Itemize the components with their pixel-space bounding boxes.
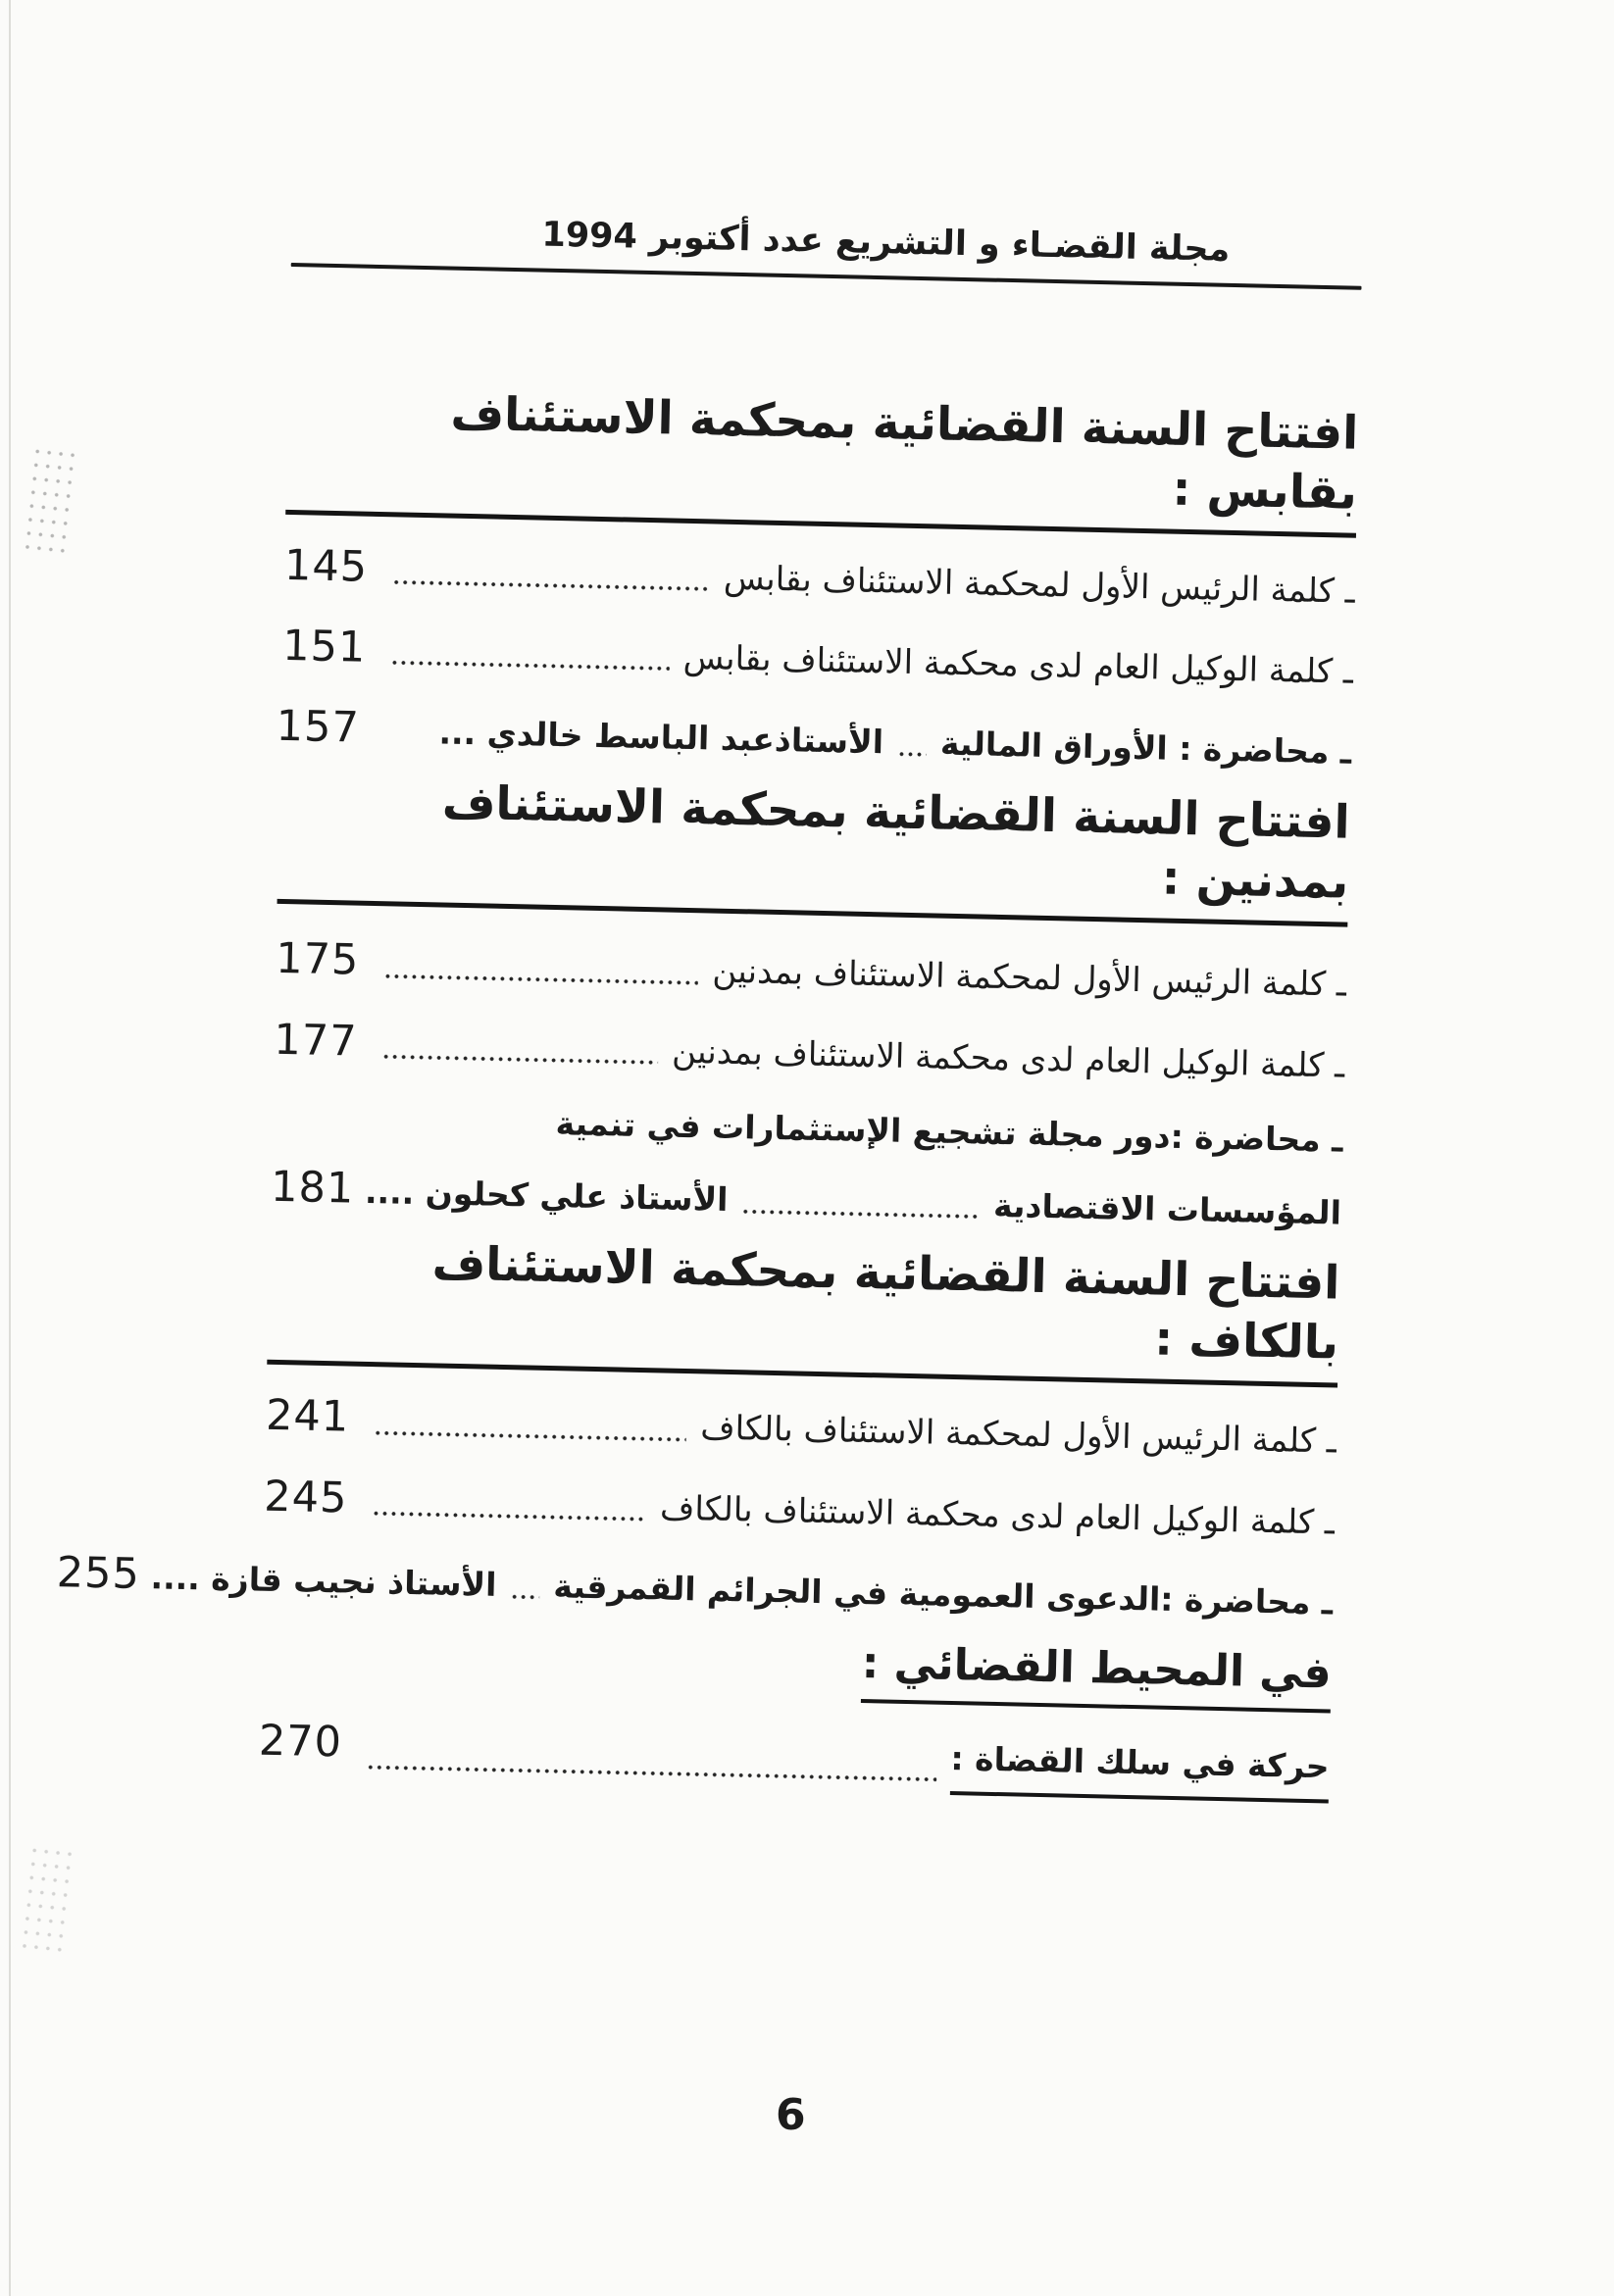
- page-content: [56, 208, 1363, 1804]
- dotted-leader: [897, 751, 927, 759]
- dotted-leader: [392, 578, 710, 592]
- entry-label-line2: المؤسسات الاقتصادية: [992, 1185, 1342, 1232]
- toc-entry: [258, 1712, 1330, 1804]
- entry-label: حركة في سلك القضاة :: [950, 1736, 1330, 1804]
- entry-page-number: 245: [263, 1472, 348, 1523]
- toc-entry: [271, 1158, 1342, 1240]
- dotted-leader: [374, 1429, 686, 1443]
- dotted-leader: [372, 1510, 646, 1522]
- entry-page-number: 151: [281, 621, 367, 673]
- entry-page-number: 255: [56, 1547, 141, 1599]
- section-heading: افتتاح السنة القضائية بمحكمة الاستئناف بالكاف :: [267, 1230, 1340, 1388]
- section-heading: افتتاح السنة القضائية بمحكمة الاستئناف بمدنين :: [277, 770, 1351, 927]
- entry-page-number: 270: [258, 1716, 343, 1768]
- entry-label: ـ كلمة الوكيل العام لدى محكمة الاستئناف بالكاف: [659, 1488, 1336, 1543]
- toc-entry: [276, 929, 1347, 1012]
- entry-label-line1: ـ محاضرة :دور مجلة تشجيع الإستثمارات في تنمية: [555, 1103, 1343, 1160]
- toc-section-judicial-sphere: [258, 1622, 1332, 1804]
- section-heading: في المحيط القضائي :: [861, 1635, 1332, 1714]
- toc-section-gabes: [276, 379, 1359, 778]
- entry-label: ـ محاضرة : الأوراق المالية: [939, 724, 1352, 772]
- entry-page-number: 157: [276, 701, 361, 753]
- toc-entry: [276, 697, 1352, 779]
- entry-page-number: 181: [270, 1162, 355, 1214]
- dotted-leader: [366, 1764, 936, 1783]
- toc-section-medenine: [271, 770, 1351, 1240]
- entry-label: ـ كلمة الوكيل العام لدى محكمة الاستئناف بقابس: [682, 637, 1354, 692]
- journal-title: مجلة القضـاء و التشريع عدد أكتوبر 1994: [541, 215, 1231, 270]
- dotted-leader: [381, 1053, 658, 1066]
- scan-artifact-dots-bottom: [18, 1843, 74, 1957]
- scan-edge-line: [9, 0, 11, 2296]
- entry-page-number: 145: [283, 540, 369, 592]
- toc-entry: [274, 1010, 1345, 1092]
- entry-label: ـ كلمة الرئيس الأول لمحكمة الاستئناف بمدنين: [712, 951, 1347, 1006]
- entry-page-number: 241: [265, 1391, 350, 1442]
- entry-label: ـ محاضرة :الدعوى العمومية في الجرائم القمرقية: [552, 1566, 1334, 1622]
- entry-page-number: 175: [275, 934, 360, 986]
- toc-entry: [282, 617, 1354, 699]
- scan-artifact-dots-top: [21, 444, 76, 558]
- entry-author: الأستاذعبد الباسط خالدي ...: [438, 713, 884, 762]
- toc-entry: [264, 1467, 1336, 1549]
- toc-section-kef: [56, 1230, 1340, 1629]
- toc-entry: [265, 1386, 1337, 1469]
- entry-label: ـ كلمة الوكيل العام لدى محكمة الاستئناف بمدنين: [671, 1031, 1345, 1086]
- dotted-leader: [383, 973, 698, 986]
- dotted-leader: [741, 1208, 980, 1220]
- page-number-footer: 6: [776, 2090, 806, 2140]
- section-heading: افتتاح السنة القضائية بمحكمة الاستئناف بقابس :: [285, 379, 1359, 537]
- entry-author: الأستاذ نجيب قازة ....: [150, 1557, 497, 1604]
- entry-label: ـ كلمة الرئيس الأول لمحكمة الاستئناف بالكاف: [699, 1408, 1337, 1462]
- entry-author: الأستاذ علي كحلون ....: [364, 1172, 729, 1219]
- entry-page-number: 177: [273, 1015, 359, 1067]
- dotted-leader: [390, 659, 670, 672]
- dotted-leader: [510, 1593, 539, 1601]
- entry-label: ـ كلمة الرئيس الأول لمحكمة الاستئناف بقابس: [723, 558, 1356, 612]
- toc-entry: [56, 1547, 1334, 1629]
- toc-entry: [283, 536, 1355, 619]
